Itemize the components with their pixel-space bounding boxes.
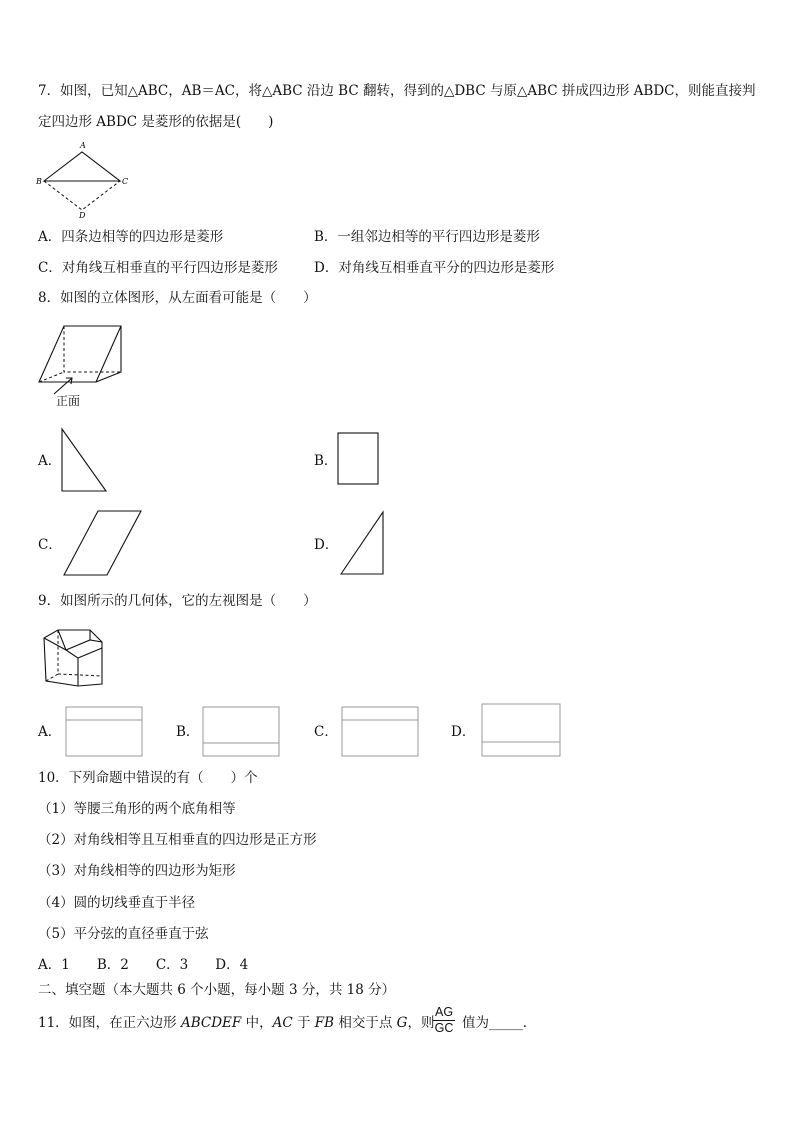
q11-answer-blank[interactable]: _____ [489,1015,523,1031]
q10-item-5: （5）平分弦的直径垂直于弦 [38,926,209,942]
q8-prism-figure [34,320,134,390]
q7-option-c[interactable]: C．对角线互相垂直的平行四边形是菱形 [38,260,278,276]
q8-stem: 8．如图的立体图形，从左面看可能是（ ） [38,290,317,306]
q10-options[interactable]: A．1 B．2 C．3 D．4 [38,957,249,973]
q11-tail [462,1014,536,1032]
q11-mid3: 相交于点 [334,1015,397,1031]
q8-option-c-label[interactable]: C． [38,537,62,553]
q9-solid-figure [38,626,110,690]
q8-option-d-label[interactable]: D． [314,537,339,553]
q11-g: G [396,1015,408,1031]
q11-suffix: 值为 [462,1015,489,1031]
q9-option-b-label[interactable]: B． [176,724,200,740]
q9-option-b-view[interactable] [202,706,282,758]
q8-option-b-rectangle[interactable] [337,432,381,486]
q7-label-b: B [36,177,42,186]
q9-stem: 9．如图所示的几何体，它的左视图是（ ） [38,593,317,609]
q10-item-4: （4）圆的切线垂直于半径 [38,895,196,911]
q7-label-c: C [122,177,129,186]
q8-option-d-triangle[interactable] [339,510,387,576]
q9-option-c-view[interactable] [341,706,421,758]
q8-front-label: 正面 [56,394,81,408]
q11-fraction-denominator: GC [434,1021,454,1035]
q9-option-c-label[interactable]: C． [314,724,338,740]
q10-item-2: （2）对角线相等且互相垂直的四边形是正方形 [38,832,317,848]
section-2-heading: 二、填空题（本大题共 6 个小题，每小题 3 分，共 18 分） [38,982,396,998]
q11-stem [38,1014,434,1032]
q7-label-a: A [80,141,86,150]
q7-label-d: D [79,211,86,220]
q8-option-a-triangle[interactable] [60,428,110,493]
q7-rhombus-figure [34,140,134,220]
q11-ac: AC [272,1015,293,1031]
q9-option-d-view[interactable] [481,703,563,758]
q8-option-b-label[interactable]: B． [314,453,338,469]
q8-option-a-label[interactable]: A． [38,453,62,469]
q11-mid4: ，则 [407,1015,435,1031]
q9-option-d-label[interactable]: D． [451,724,476,740]
q11-mid2: 于 [292,1015,315,1031]
q10-stem: 10．下列命题中错误的有（ ）个 [38,770,258,786]
q7-stem-line1: 7．如图，已知△ABC，AB＝AC，将△ABC 沿边 BC 翻转，得到的△DBC 与原△ABC 拼成四边形 ABDC，则能直接判 [38,83,756,99]
q11-end: ． [522,1015,537,1031]
q7-option-a[interactable]: A．四条边相等的四边形是菱形 [38,229,224,245]
q11-fb: FB [314,1015,335,1031]
q11-fraction [433,1005,455,1036]
q11-prefix: 11．如图，在正六边形 [38,1015,181,1031]
q10-item-1: （1）等腰三角形的两个底角相等 [38,801,236,817]
q11-hexagon: ABCDEF [180,1015,242,1031]
q11-mid1: 中， [241,1015,273,1031]
q7-stem-line2: 定四边形 ABDC 是菱形的依据是( ) [38,114,274,130]
q7-option-d[interactable]: D．对角线互相垂直平分的四边形是菱形 [314,260,555,276]
q8-option-c-parallelogram[interactable] [62,509,144,577]
q9-option-a-label[interactable]: A． [38,724,62,740]
q7-option-b[interactable]: B．一组邻边相等的平行四边形是菱形 [314,229,540,245]
q9-option-a-view[interactable] [65,706,145,758]
q11-fraction-numerator: AG [435,1005,454,1019]
q10-item-3: （3）对角线相等的四边形为矩形 [38,863,236,879]
